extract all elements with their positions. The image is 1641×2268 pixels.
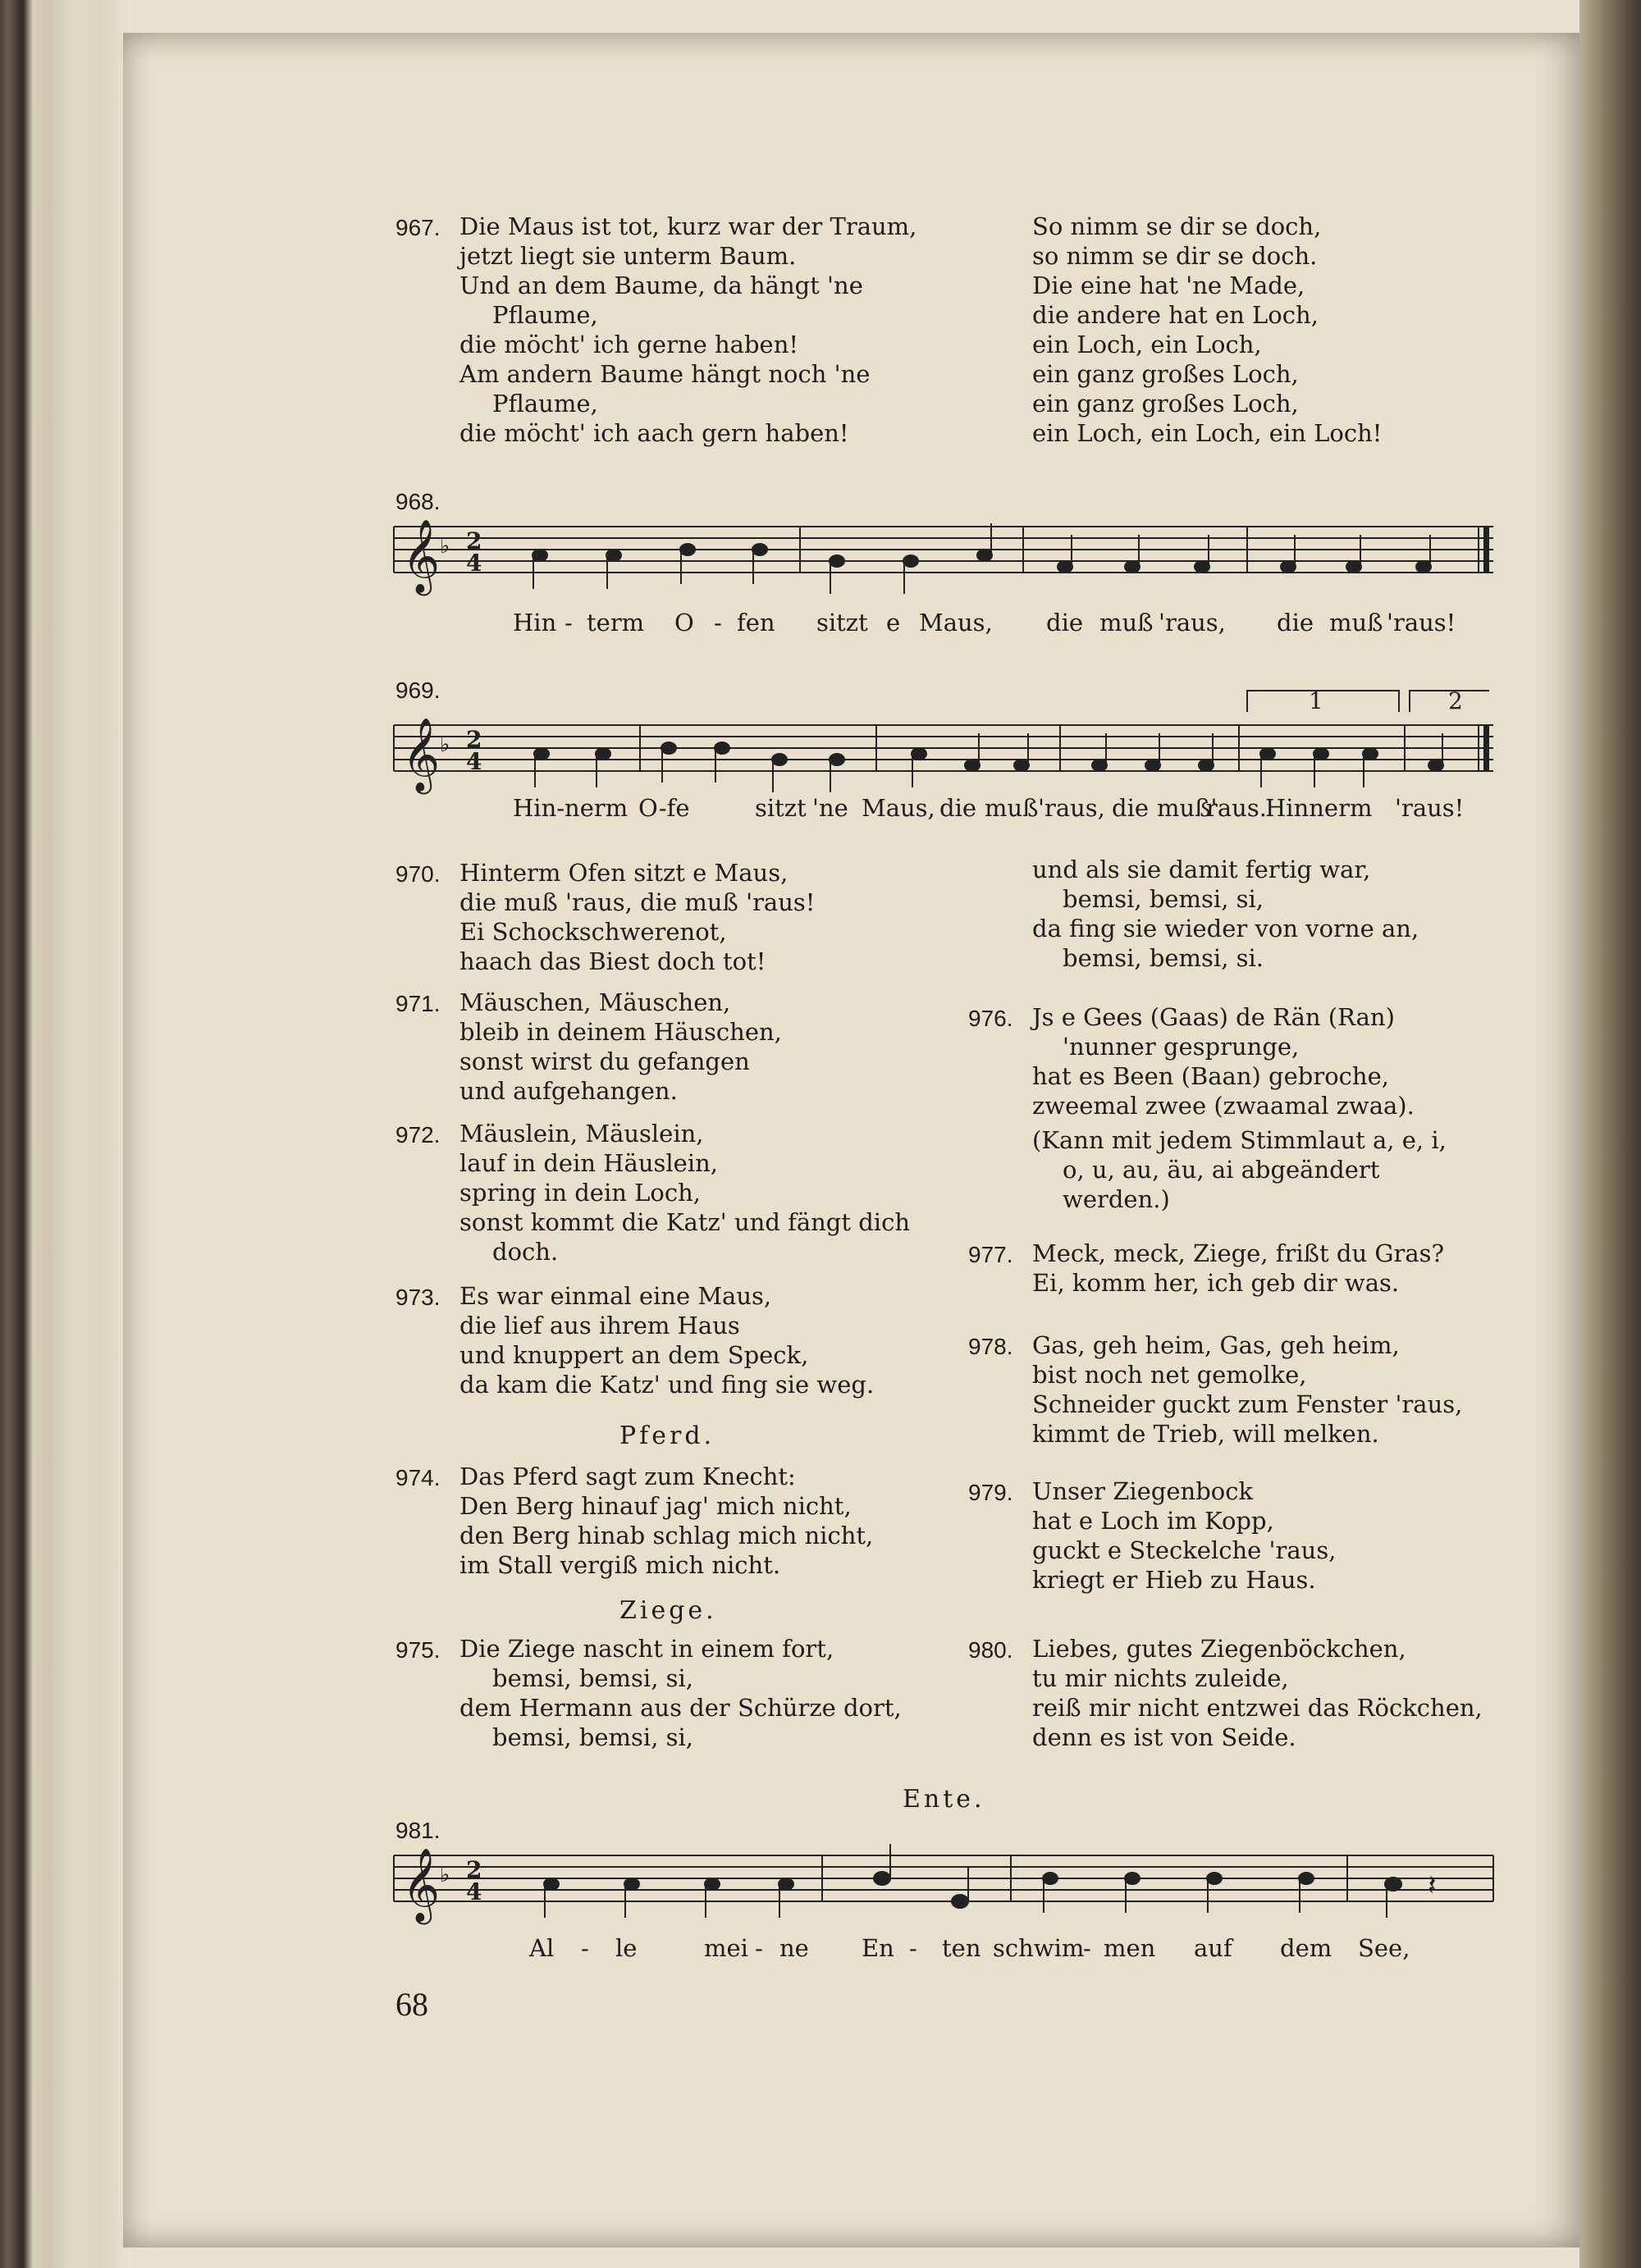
lyric-syllable: die <box>1277 609 1314 637</box>
flat-icon: ♭ <box>440 534 450 559</box>
verse-line: da kam die Katz' und fing sie weg. <box>459 1371 875 1399</box>
lyric-syllable: fen <box>737 609 775 637</box>
verse-line: werden.) <box>1063 1185 1170 1213</box>
lyric-syllable: men <box>1104 1934 1156 1962</box>
verse-line: Meck, meck, Ziege, frißt du Gras? <box>1032 1239 1445 1267</box>
verse-line: Ei Schockschwerenot, <box>459 918 727 946</box>
verse-line: sonst kommt die Katz' und fängt dich <box>459 1208 911 1236</box>
verse-line: Und an dem Baume, da hängt 'ne <box>459 272 863 299</box>
lyric-syllable: - <box>909 1934 917 1962</box>
verse-line: tu mir nichts zuleide, <box>1032 1664 1289 1692</box>
page-number: 68 <box>395 1986 428 2023</box>
verse-line: und aufgehangen. <box>459 1077 678 1105</box>
lyric-syllable: die <box>1046 609 1084 637</box>
verse-line: Den Berg hinauf jag' mich nicht, <box>459 1492 852 1520</box>
verse-line: so nimm se dir se doch. <box>1032 242 1318 270</box>
verse-line: 'nunner gesprunge, <box>1063 1033 1300 1061</box>
verse-line: die muß 'raus, die muß 'raus! <box>459 888 816 916</box>
verse-line: bemsi, bemsi, si. <box>1063 944 1264 972</box>
lyric-syllable: See, <box>1358 1934 1410 1962</box>
verse-line: bleib in deinem Häuschen, <box>459 1018 782 1046</box>
verse-line: bemsi, bemsi, si, <box>1063 885 1264 913</box>
lyric-syllable: Maus, <box>862 794 935 822</box>
verse-line: Schneider guckt zum Fenster 'raus, <box>1032 1390 1463 1418</box>
verse-number: 973. <box>395 1285 441 1310</box>
lyric-syllable: term <box>587 609 645 637</box>
lyric-syllable: - <box>581 1934 589 1962</box>
verse-number: 979. <box>968 1480 1013 1505</box>
verse-number: 976. <box>968 1006 1013 1031</box>
lyric-syllable: e <box>886 609 901 637</box>
verse-line: Js e Gees (Gaas) de Rän (Ran) <box>1032 1003 1395 1031</box>
verse-line: Unser Ziegenbock <box>1032 1477 1254 1505</box>
svg-text:2: 2 <box>1448 687 1463 714</box>
lyric-syllable: ne <box>779 1934 809 1962</box>
svg-text:4: 4 <box>466 748 482 775</box>
lyric-syllable: Maus, <box>919 609 993 637</box>
music-staff-969 <box>394 673 1493 804</box>
lyric-syllable: raus. <box>1206 794 1267 822</box>
lyric-syllable: sitzt <box>755 794 807 822</box>
verse-number: 975. <box>395 1637 441 1663</box>
lyric-syllable: die <box>1112 794 1150 822</box>
verse-line: haach das Biest doch tot! <box>459 947 766 975</box>
verse-line: und als sie damit fertig war, <box>1032 856 1371 883</box>
verse-number: 967. <box>395 215 441 240</box>
verse-line: Pflaume, <box>492 390 598 418</box>
music-staff-981 <box>394 1841 1493 1931</box>
lyric-syllable: muß <box>1329 609 1383 637</box>
verse-line: Es war einmal eine Maus, <box>459 1282 772 1310</box>
verse-line: Die Ziege nascht in einem fort, <box>459 1635 834 1663</box>
verse-line: sonst wirst du gefangen <box>459 1047 750 1075</box>
verse-line: ein ganz großes Loch, <box>1032 390 1299 418</box>
svg-text:2: 2 <box>466 726 482 753</box>
lyric-syllable: 'raus, <box>1038 794 1105 822</box>
lyric-syllable: O <box>674 609 694 637</box>
svg-text:4: 4 <box>466 1878 482 1905</box>
verse-line: Mäuslein, Mäuslein, <box>459 1120 704 1148</box>
flat-icon: ♭ <box>440 732 450 757</box>
verse-line: ein Loch, ein Loch, ein Loch! <box>1032 419 1383 447</box>
verse-line: Ei, komm her, ich geb dir was. <box>1032 1269 1400 1297</box>
verse-line: und knuppert an dem Speck, <box>459 1341 809 1369</box>
verse-line: o, u, au, äu, ai abgeändert <box>1063 1156 1380 1184</box>
verse-line: hat e Loch im Kopp, <box>1032 1507 1274 1535</box>
lyric-syllable: schwim <box>993 1934 1085 1962</box>
flat-icon: ♭ <box>440 1863 450 1887</box>
lyric-syllable: 'raus, <box>1159 609 1226 637</box>
verse-line: Gas, geh heim, Gas, geh heim, <box>1032 1331 1400 1359</box>
verse-line: kriegt er Hieb zu Haus. <box>1032 1566 1316 1594</box>
verse-line: reiß mir nicht entzwei das Röckchen, <box>1032 1694 1483 1722</box>
verse-line: denn es ist von Seide. <box>1032 1723 1296 1751</box>
verse-number: 981. <box>395 1818 441 1843</box>
treble-clef-icon: 𝄞 <box>402 718 441 792</box>
lyric-syllable: Al <box>529 1934 555 1962</box>
verse-line: Die eine hat 'ne Made, <box>1032 272 1305 299</box>
lyric-syllable: - <box>565 609 573 637</box>
notes-968 <box>533 523 1431 594</box>
lyric-syllable: 'ne <box>812 794 848 822</box>
verse-line: die andere hat en Loch, <box>1032 301 1319 329</box>
lyric-syllable: ten <box>942 1934 981 1962</box>
verse-line: spring in dein Loch, <box>459 1179 701 1207</box>
section-heading-ziege: Ziege. <box>619 1596 717 1625</box>
verse-number: 968. <box>395 489 441 514</box>
svg-text:4: 4 <box>466 550 482 577</box>
lyric-syllable: auf <box>1194 1934 1232 1962</box>
verse-line: kimmt de Trieb, will melken. <box>1032 1420 1379 1448</box>
verse-line: bemsi, bemsi, si, <box>492 1664 694 1692</box>
lyric-syllable: O-fe <box>638 794 690 822</box>
lyric-syllable: die <box>939 794 977 822</box>
lyric-syllable: mei <box>704 1934 748 1962</box>
verse-line: doch. <box>492 1238 559 1266</box>
svg-text:2: 2 <box>466 527 482 554</box>
lyric-syllable: Hinnerm <box>1265 794 1373 822</box>
verse-line: ein Loch, ein Loch, <box>1032 331 1262 358</box>
verse-line: zweemal zwee (zwaamal zwaa). <box>1032 1092 1415 1120</box>
verse-line: die lief aus ihrem Haus <box>459 1312 740 1339</box>
lyric-syllable: dem <box>1280 1934 1332 1962</box>
verse-line: guckt e Steckelche 'raus, <box>1032 1536 1337 1564</box>
verse-number: 970. <box>395 861 441 887</box>
verse-line: im Stall vergiß mich nicht. <box>459 1551 781 1579</box>
verse-line: bemsi, bemsi, si, <box>492 1723 694 1751</box>
section-heading-ente: Ente. <box>903 1785 985 1814</box>
verse-number: 974. <box>395 1465 441 1490</box>
treble-clef-icon: 𝄞 <box>402 519 441 593</box>
verse-number: 969. <box>395 678 441 703</box>
verse-line: die möcht' ich gerne haben! <box>459 331 799 358</box>
lyric-syllable: muß <box>1099 609 1154 637</box>
verse-number: 980. <box>968 1637 1013 1663</box>
verse-line: (Kann mit jedem Stimmlaut a, e, i, <box>1032 1126 1447 1154</box>
verse-line: da fing sie wieder von vorne an, <box>1032 915 1419 942</box>
svg-text:1: 1 <box>1309 687 1323 714</box>
verse-line: Die Maus ist tot, kurz war der Traum, <box>459 212 917 240</box>
verse-line: Hinterm Ofen sitzt e Maus, <box>459 859 789 887</box>
lyric-syllable: 'raus! <box>1387 609 1456 637</box>
svg-text:2: 2 <box>466 1856 482 1883</box>
lyric-syllable: 'raus! <box>1395 794 1465 822</box>
verse-number: 978. <box>968 1334 1013 1359</box>
lyric-syllable: sitzt <box>816 609 868 637</box>
verse-line: ein ganz großes Loch, <box>1032 360 1299 388</box>
verse-line: Mäuschen, Mäuschen, <box>459 988 731 1016</box>
verse-line: den Berg hinab schlag mich nicht, <box>459 1522 874 1549</box>
verse-line: dem Hermann aus der Schürze dort, <box>459 1694 902 1722</box>
verse-line: hat es Been (Baan) gebroche, <box>1032 1062 1389 1090</box>
treble-clef-icon: 𝄞 <box>402 1848 441 1922</box>
verse-line: So nimm se dir se doch, <box>1032 212 1322 240</box>
verse-line: jetzt liegt sie unterm Baum. <box>459 242 797 270</box>
verse-number: 977. <box>968 1242 1013 1267</box>
verse-line: lauf in dein Häuslein, <box>459 1149 719 1177</box>
verse-line: bist noch net gemolke, <box>1032 1361 1307 1389</box>
book-right-edge <box>1579 0 1641 2268</box>
verse-line: Pflaume, <box>492 301 598 329</box>
lyric-syllable: muß <box>985 794 1039 822</box>
verse-number: 972. <box>395 1122 441 1148</box>
lyric-syllable: - <box>1083 1934 1091 1962</box>
music-staff-968 <box>394 517 1493 607</box>
lyric-syllable: Hin-nerm <box>513 794 629 822</box>
verse-line: die möcht' ich aach gern haben! <box>459 419 849 447</box>
verse-line: Am andern Baume hängt noch 'ne <box>459 360 871 388</box>
lyric-syllable: - <box>755 1934 763 1962</box>
verse-line: Liebes, gutes Ziegenböckchen, <box>1032 1635 1406 1663</box>
lyric-syllable: le <box>615 1934 638 1962</box>
lyric-syllable: - <box>714 609 722 637</box>
lyric-syllable: Hin <box>513 609 557 637</box>
lyric-syllable: En <box>862 1934 894 1962</box>
rest-icon: 𝄽 <box>1428 1869 1437 1902</box>
section-heading-pferd: Pferd. <box>619 1421 715 1450</box>
notes-969 <box>534 733 1443 792</box>
lyric-syllable: muß' <box>1157 794 1218 822</box>
verse-number: 971. <box>395 991 441 1016</box>
verse-line: Das Pferd sagt zum Knecht: <box>459 1463 796 1490</box>
